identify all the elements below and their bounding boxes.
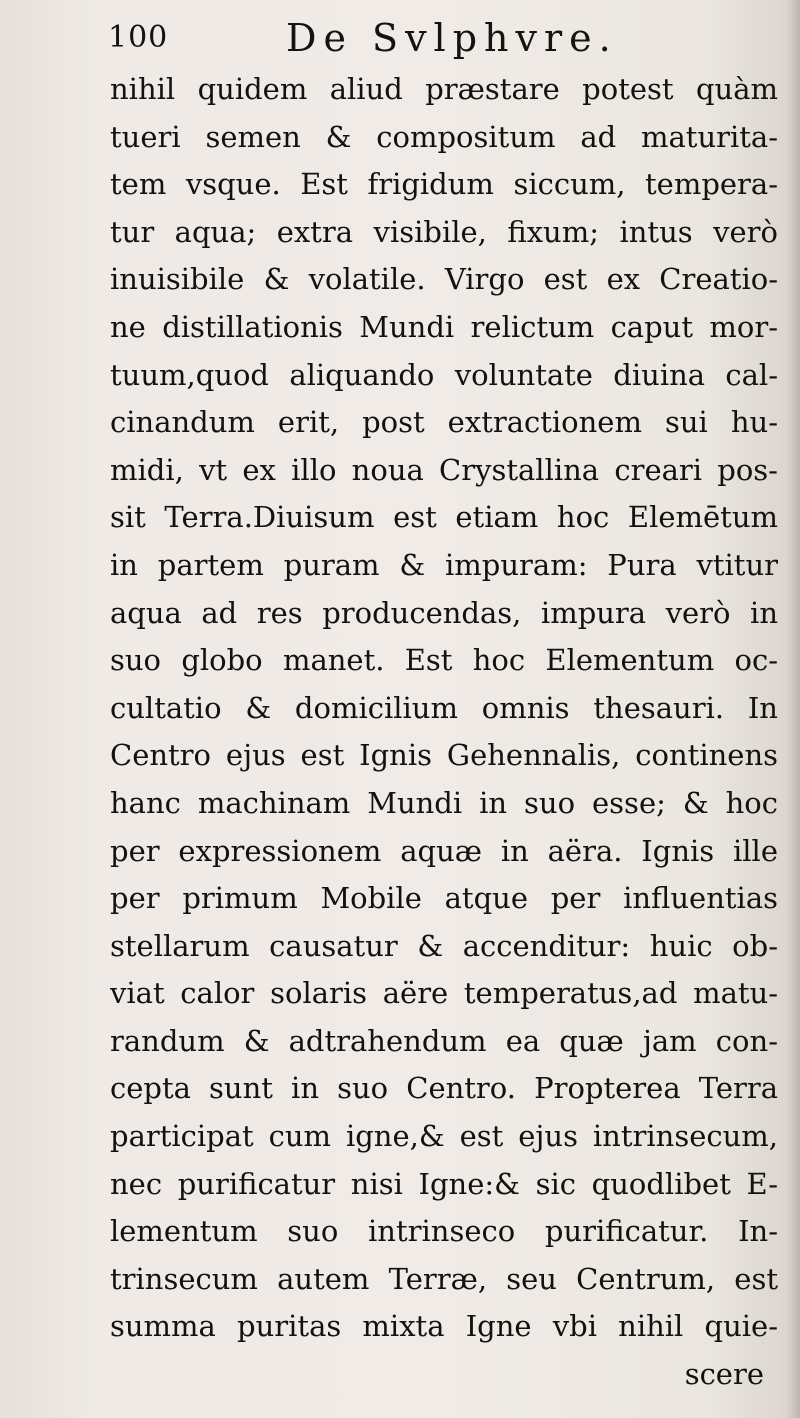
text-line: nec purificatur nisi Igne:& sic quodlibet E- (110, 1166, 778, 1201)
text-line: summa puritas mixta Igne vbi nihil quie- (110, 1309, 778, 1344)
text-line: suo globo manet. Est hoc Elementum oc- (110, 643, 778, 678)
text-line: cinandum erit, post extractionem sui hu- (110, 405, 778, 440)
text-line: viat calor solaris aëre temperatus,ad matu- (110, 976, 778, 1011)
text-line: hanc machinam Mundi in suo esse; & hoc (110, 785, 778, 820)
text-line: per expressionem aquæ in aëra. Ignis ille (110, 833, 778, 868)
text-line: Centro ejus est Ignis Gehennalis, continens (110, 738, 778, 773)
text-line: in partem puram & impuram: Pura vtitur (110, 547, 778, 582)
text-line: cultatio & domicilium omnis thesauri. In (110, 690, 778, 725)
page-header (108, 16, 768, 62)
text-line: sit Terra.Diuisum est etiam hoc Elemētum (110, 500, 778, 535)
text-line: inuisibile & volatile. Virgo est ex Creatio- (110, 262, 778, 297)
text-line: aqua ad res producendas, impura verò in (110, 595, 778, 630)
text-line: nihil quidem aliud præstare potest quàm (110, 72, 778, 106)
catchword: scere (684, 1357, 764, 1392)
text-line: per primum Mobile atque per influentias (110, 881, 778, 916)
text-line: tuum,quod aliquando voluntate diuina cal- (110, 357, 778, 392)
text-line: cepta sunt in suo Centro. Propterea Terra (110, 1071, 778, 1106)
text-line: tur aqua; extra visibile, fixum; intus verò (110, 214, 778, 249)
text-line: midi, vt ex illo noua Crystallina creari pos- (110, 452, 778, 487)
text-line: stellarum causatur & accenditur: huic ob- (110, 928, 778, 963)
running-title: De Svlphvre. (286, 16, 618, 60)
text-line: randum & adtrahendum ea quæ jam con- (110, 1023, 778, 1058)
text-line: lementum suo intrinseco purificatur. In- (110, 1214, 778, 1249)
page-edge-shadow (786, 0, 800, 1418)
text-line: participat cum igne,& est ejus intrinsecum, (110, 1119, 778, 1154)
text-line: tueri semen & compositum ad maturita- (110, 119, 778, 154)
page-number: 100 (108, 20, 169, 55)
text-line: tem vsque. Est frigidum siccum, tempera- (110, 167, 778, 202)
text-line: trinsecum autem Terræ, seu Centrum, est (110, 1261, 778, 1296)
body-text (110, 66, 778, 1399)
text-line: ne distillationis Mundi relictum caput mor- (110, 309, 778, 344)
